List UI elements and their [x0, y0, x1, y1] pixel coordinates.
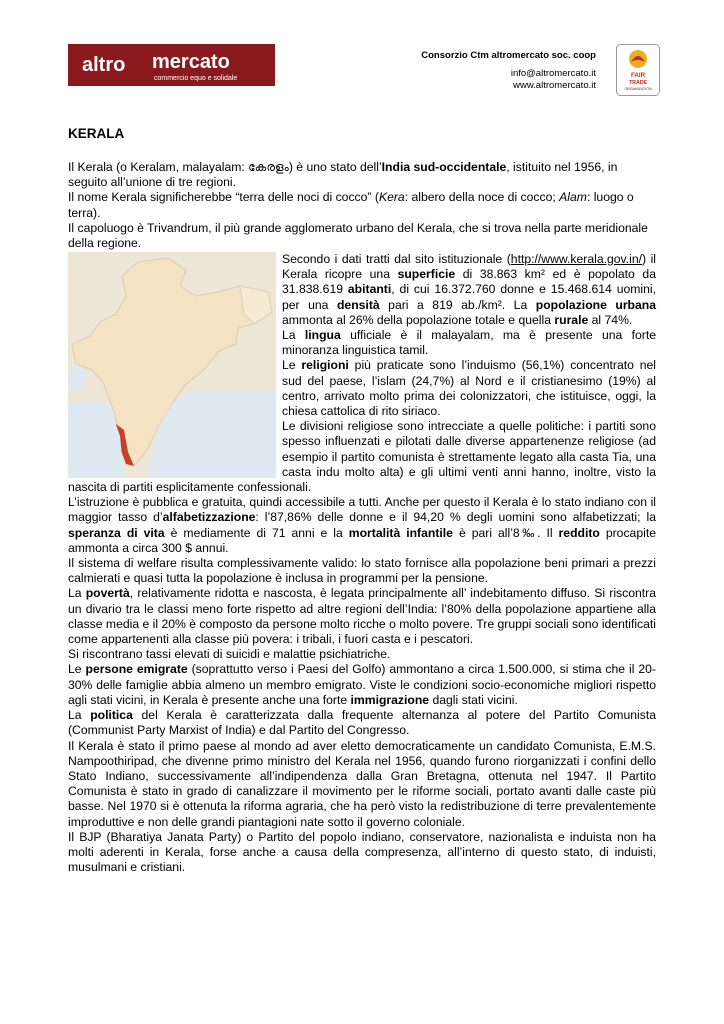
paragraph-capital: Il capoluogo è Trivandrum, il più grande agglomerato urbano del Kerala, che si trova nella parte meridionale della regione.: [68, 220, 648, 251]
paragraph-stats: Secondo i dati tratti dal sito istituzionale (http://www.kerala.gov.in/) il Kerala ricopre una superficie di 38.863 km² ed è popolato da 31.838.619 abitanti, di cui 16.372.760 donne e 15.468.614 uomini, per una densità pari a 819 ab./km². La popolazione urbana ammonta al 26% della popolazione totale e quella rurale al 74%.: [282, 252, 657, 327]
paragraph-origin: Il Kerala (o Keralam, malayalam: കേരളം) è uno stato dell’India sud-occidentale, istituito nel 1956, in seguito all’unione di tre regioni.: [68, 160, 618, 190]
svg-text:FAIR: FAIR: [630, 72, 646, 79]
logo-tagline: commercio equo e solidale: [154, 75, 238, 82]
paragraph-politics: La politica del Kerala è caratterizzata dalla frequente alternanza al potere del Partito Comunista (Communist Party Marxist of India) e dal Partito del Congresso.: [68, 708, 656, 738]
contact-website[interactable]: www.altromercato.it: [513, 79, 596, 91]
paragraph-language: La lingua ufficiale è il malayalam, ma è presente una forte minoranza linguistica tamil.: [282, 328, 656, 358]
paragraph-religions: Le religioni più praticate sono l’induismo (56,1%) concentrato nel sud del paese, l’islam (24,7%) al Nord e il cristianesimo (19%) al centro, arrivato molto prima dei colonizzatori, che istituisce, oggi, la chiesa cattolica di rito siriaco.: [282, 358, 656, 419]
paragraph-education: L’istruzione è pubblica e gratuita, quindi accessibile a tutti. Anche per questo il Kerala è lo stato indiano con il maggior tasso d’alfabetizzazione: l’87,86% delle donne e il 94,20 % degli uomini sono alfabetizzati; la speranza di vita è mediamente di 71 anni e la mortalità infantile è pari all’8‰. Il reddito procapite ammonta a circa 300 $ annui.: [68, 495, 656, 555]
logo-text-right: mercato: [152, 51, 230, 73]
page-title: KERALA: [68, 126, 125, 141]
org-name: Consorzio Ctm altromercato soc. coop: [421, 50, 596, 61]
paragraph-welfare: Il sistema di welfare risulta complessivamente valido: lo stato fornisce alla popolazione beni primari a prezzi calmierati e quasi tutta la popolazione è inclusa in programmi per la pensione.: [68, 556, 656, 586]
paragraph-bjp: Il BJP (Bharatiya Janata Party) o Partito del popolo indiano, conservatore, nazionalista e induista non ha molti aderenti in Kerala, forse anche a causa della compresenza, all’interno di questo stato, di induisti, musulmani e cristiani.: [68, 829, 656, 875]
fair-trade-logo: [616, 44, 660, 96]
intro-text: [68, 160, 656, 251]
altromercato-logo: [68, 44, 275, 86]
paragraph-emigration: Le persone emigrate (soprattutto verso i Paesi del Golfo) ammontano a circa 1.500.000, si stima che il 20-30% delle famiglie abbia almeno un membro emigrato. Viste le condizioni socio-economiche migliori rispetto agli stati vicini, in Kerala è presente anche una forte immigrazione dagli stati vicini.: [68, 662, 656, 707]
paragraph-suicide: Si riscontrano tassi elevati di suicidi e malattie psichiatriche.: [68, 647, 391, 662]
contact-email[interactable]: info@altromercato.it: [510, 68, 596, 79]
paragraph-communism: Il Kerala è stato il primo paese al mondo ad aver eletto democraticamente un candidato Comunista, E.M.S. Nampoothiripad, che divenne primo ministro del Kerala nel 1956, quando furono riorganizzati i confini dello Stato Indiano, successivamente all’indipendenza dalla Gran Bretagna, ottenuta nel 1947. Il Partito Comunista è stato in grado di canalizzare il movimento per le riforme sociali, portato avanti dalle caste più basse. Nel 1970 si è ottenuta la riforma agraria, che ha però visto la redistribuzione di terre prevalentemente improduttive e non delle grandi piantagioni nate sotto il governo coloniale.: [68, 738, 656, 829]
paragraph-poverty: La povertà, relativamente ridotta e nascosta, è legata principalmente all’ indebitamento diffuso. Si riscontra un divario tra le classi meno forte rispetto ad altre regioni dell’India: l’80% della popolazione appartiene alla classe media e il 20% è composto da persone molto ricche o molto povere. Tre gruppi sociali sono identificati come appartenenti alla classe più povera: i tribali, i fuori casta e i pescatori.: [68, 586, 657, 647]
svg-text:ORGANIZATION: ORGANIZATION: [624, 87, 652, 91]
paragraph-politics-religion: Le divisioni religiose sono intrecciate a quelle politiche: i partiti sono spesso influenzati e pilotati dalle diverse appartenenze religiose (ad esempio il partito comunista è strettamente legato alla casta Tia, una casta indu molto alta) e gli ultimi venti anni hanno, inoltre, visto la nascita di partiti esplicitamente confessionali.: [68, 419, 656, 495]
india-map-image: [68, 252, 276, 478]
logo-text-left: altro: [82, 54, 126, 76]
svg-text:TRADE: TRADE: [629, 80, 647, 86]
paragraph-name: Il nome Kerala significherebbe “terra delle noci di cocco” (Kera: albero della noce di cocco; Alam: luogo o terra).: [68, 190, 634, 220]
contact-block: [511, 68, 596, 91]
kerala-gov-link[interactable]: http://www.kerala.gov.in/: [510, 252, 642, 266]
main-text: [68, 252, 656, 875]
